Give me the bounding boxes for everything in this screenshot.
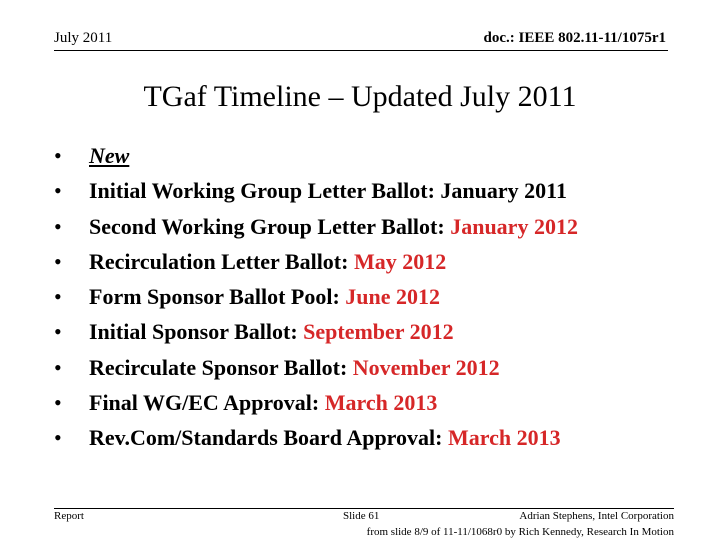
item-label: Form Sponsor Ballot Pool: <box>89 284 346 310</box>
item-label: Second Working Group Letter Ballot: <box>89 213 451 239</box>
footer-divider <box>54 508 674 509</box>
header-doc-id: doc.: IEEE 802.11-11/1075r1 <box>483 30 666 46</box>
bullet-icon: • <box>54 143 62 168</box>
bullet-icon: • <box>54 178 62 204</box>
header-date: July 2011 <box>54 30 113 46</box>
new-label: New <box>89 143 130 168</box>
slide-title: TGaf Timeline – Updated July 2011 <box>143 80 577 113</box>
item-date: May 2012 <box>353 248 447 274</box>
bullet-icon: • <box>54 354 62 380</box>
item-label: Recirculate Sponsor Ballot: <box>89 354 353 380</box>
list-item <box>54 385 578 420</box>
item-date: March 2013 <box>447 425 561 451</box>
item-label: Rev.Com/Standards Board Approval: <box>89 425 448 451</box>
bullet-icon: • <box>54 319 62 345</box>
item-label: Initial Sponsor Ballot: <box>89 319 304 345</box>
bullet-icon: • <box>54 284 62 310</box>
item-date: March 2013 <box>324 390 438 416</box>
item-label: Initial Working Group Letter Ballot: January 2011 <box>89 178 567 204</box>
bullet-icon: • <box>54 213 62 239</box>
bullet-icon: • <box>54 425 62 451</box>
timeline-list <box>54 138 578 456</box>
footer-slide-number: Slide 61 <box>343 510 380 522</box>
header-divider <box>54 50 668 51</box>
item-date: June 2012 <box>345 284 441 310</box>
item-date: January 2012 <box>450 213 578 239</box>
list-item <box>54 173 578 208</box>
item-date: November 2012 <box>352 354 500 380</box>
list-item <box>54 244 578 279</box>
footer-author: Adrian Stephens, Intel Corporation <box>519 510 674 522</box>
list-item <box>54 314 578 349</box>
item-label: Recirculation Letter Ballot: <box>89 248 354 274</box>
list-item <box>54 350 578 385</box>
item-date: September 2012 <box>303 319 454 345</box>
footer-source: from slide 8/9 of 11-11/1068r0 by Rich Kennedy, Research In Motion <box>366 526 674 538</box>
list-item <box>54 279 578 314</box>
list-item <box>54 209 578 244</box>
footer-report: Report <box>54 510 84 522</box>
list-item-new <box>54 138 578 173</box>
item-label: Final WG/EC Approval: <box>89 390 325 416</box>
list-item <box>54 420 578 455</box>
bullet-icon: • <box>54 390 62 416</box>
bullet-icon: • <box>54 248 62 274</box>
